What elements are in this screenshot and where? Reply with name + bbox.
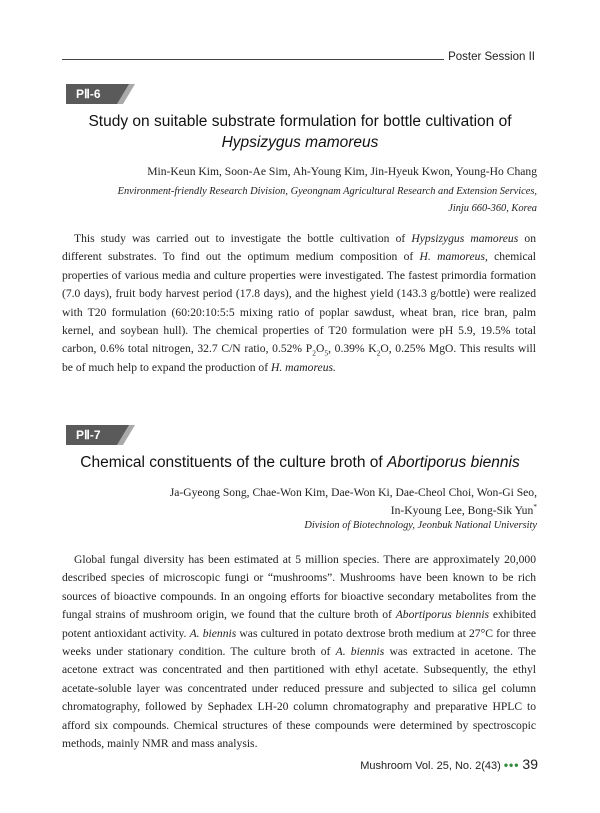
author-line: Min-Keun Kim, Soon-Ae Sim, Ah-Young Kim, Jin-Hyeuk Kwon, Young-Ho Chang [147, 165, 537, 178]
journal-citation: Mushroom Vol. 25, No. 2(43) [360, 760, 501, 772]
italic-run: A. biennis [189, 626, 237, 640]
author-list [170, 484, 537, 520]
affiliation-line: Jinju 660-360, Korea [448, 203, 537, 214]
subscript-run: 2 [376, 348, 381, 358]
article-badge: PⅡ-6 [66, 84, 118, 104]
title-line-italic [62, 132, 538, 153]
affiliation [118, 183, 537, 217]
page-footer [360, 756, 538, 772]
text-run: chemical properties of various media and culture properties were investigated. The fastest primordia formation (7.0 days), fruit body harvest period (17.8 days), and the highest yield (143.3 g/bottle) were realized with T20 formulation (60:20:10:5:5 mixing ratio of poplar sawdust, wheat bran, rice bran, palm kernel, and soybean hull). The chemical properties of T20 formulation were pH 5.9, 19.5% total carbon, 0.6% total nitrogen, 32.7 C/N ratio, 0.52% P [62, 250, 536, 356]
affiliation-line: Division of Biotechnology, Jeonbuk National University [304, 520, 537, 531]
italic-run: H. mamoreus, [419, 250, 488, 264]
author-line: Ja-Gyeong Song, Chae-Won Kim, Dae-Won Ki, Dae-Cheol Choi, Won-Gi Seo, [169, 486, 537, 499]
author-text: In-Kyoung Lee, Bong-Sik Yun [390, 504, 534, 517]
title-line: Study on suitable substrate formulation for bottle cultivation of [88, 113, 512, 130]
italic-run: Hypsizygus mamoreus [411, 232, 519, 245]
text-run: was extracted in acetone. The acetone extract was concentrated and then partitioned with ethyl acetate. Subsequently, the ethyl acetate-soluble layer was concentrated under reduced pressure and subjected to silica gel column chromatography, followed by Sephadex LH-20 column chromatography and preparative HPLC to afford six compounds. Chemical structures of these compounds were determined by spectroscopic methods, mainly NMR and mass analysis. [62, 645, 536, 751]
session-label: Poster Session II [448, 51, 535, 63]
italic-run: Abortiporus biennis [395, 608, 490, 622]
text-run: This study was carried out to investigate the bottle cultivation of [74, 232, 412, 245]
italic-run: A. biennis [335, 645, 385, 659]
article-title [62, 452, 538, 473]
abstract-body [62, 551, 536, 753]
author-list [147, 163, 537, 181]
text-run: was cultured in potato dextrose broth medium at 27°C for three weeks under stationary condition. The culture broth of [62, 626, 536, 659]
page-number: 39 [522, 756, 538, 772]
text-run: O [315, 342, 325, 356]
affiliation-line: Environment-friendly Research Division, Gyeongnam Agricultural Research and Extension Services, [117, 186, 537, 197]
species-name: Hypsizygus mamoreus [221, 134, 379, 151]
affiliation [304, 517, 537, 534]
italic-run: H. mamoreus. [270, 360, 336, 374]
corresponding-mark: * [533, 502, 537, 512]
article-title [62, 111, 538, 153]
text-run: Global fungal diversity has been estimated at 5 million species. There are approximately 20,000 described species of microscopic fungi or “mushrooms”. Mushrooms have been known to be rich sources of bioactive compounds. In an ongoing efforts for bioactive secondary metabolites from the fungal strains of mushroom origin, we found that the culture broth of [62, 553, 536, 622]
header-rule [62, 59, 444, 60]
text-run: , 0.39% K [328, 342, 377, 356]
text-run: exhibited potent antioxidant activity. [62, 608, 537, 640]
article-badge: PⅡ-7 [66, 425, 118, 445]
title-line: Chemical constituents of the culture broth of [80, 454, 387, 471]
subscript-run: 5 [324, 348, 329, 358]
species-name: Abortiporus biennis [387, 454, 520, 471]
footer-dots: ••• [503, 758, 520, 772]
text-run: O, 0.25% MgO. This results will be of much help to expand the production of [62, 342, 536, 374]
subscript-run: 2 [312, 348, 316, 358]
text-run: on different substrates. To find out the optimum medium composition of [62, 232, 536, 264]
abstract-body [62, 230, 536, 377]
